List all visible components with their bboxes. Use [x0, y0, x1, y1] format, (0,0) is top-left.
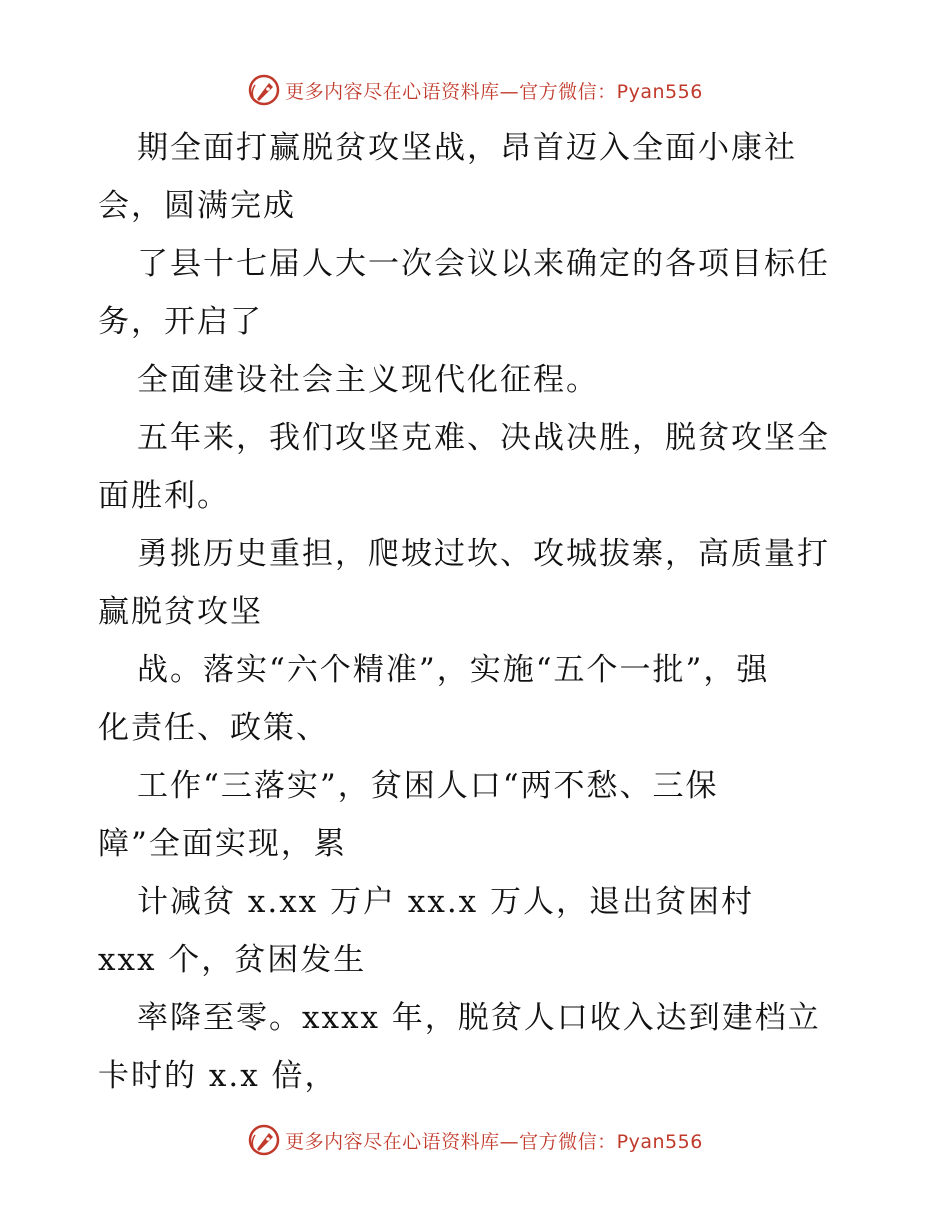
body-line: 赢脱贫攻坚: [98, 594, 263, 630]
body-line: 工作“三落实”，贫困人口“两不愁、三保: [137, 768, 719, 804]
body-line: 期全面打赢脱贫攻坚战，昂首迈入全面小康社: [137, 130, 797, 166]
pen-nib-logo-icon: [247, 73, 281, 107]
body-line: 卡时的 x.x 倍，: [98, 1058, 338, 1094]
body-line: 全面建设社会主义现代化征程。: [137, 362, 599, 398]
body-line: 计减贫 x.xx 万户 xx.x 万人，退出贫困村: [137, 884, 755, 920]
body-line: 五年来，我们攻坚克难、决战决胜，脱贫攻坚全: [137, 420, 830, 456]
body-line: 务，开启了: [98, 304, 263, 340]
body-line: 勇挑历史重担，爬坡过坎、攻城拔寨，高质量打: [137, 536, 830, 572]
body-line: xxx 个，贫困发生: [98, 942, 367, 978]
body-line: 会，圆满完成: [98, 188, 296, 224]
pen-nib-logo-icon: [247, 1123, 281, 1157]
footer-banner-text: 更多内容尽在心语资料库—官方微信：Pyan556: [285, 1130, 703, 1153]
header-banner: [0, 70, 950, 110]
body-line: 率降至零。xxxx 年，脱贫人口收入达到建档立: [137, 1000, 821, 1036]
body-line: 了县十七届人大一次会议以来确定的各项目标任: [137, 246, 830, 282]
footer-banner: [0, 1120, 950, 1160]
header-banner-text: 更多内容尽在心语资料库—官方微信：Pyan556: [285, 80, 703, 103]
body-line: 障”全面实现，累: [98, 826, 347, 862]
body-line: 面胜利。: [98, 478, 230, 514]
body-line: 化责任、政策、: [98, 710, 329, 746]
body-line: 战。落实“六个精准”，实施“五个一批”，强: [137, 652, 770, 688]
